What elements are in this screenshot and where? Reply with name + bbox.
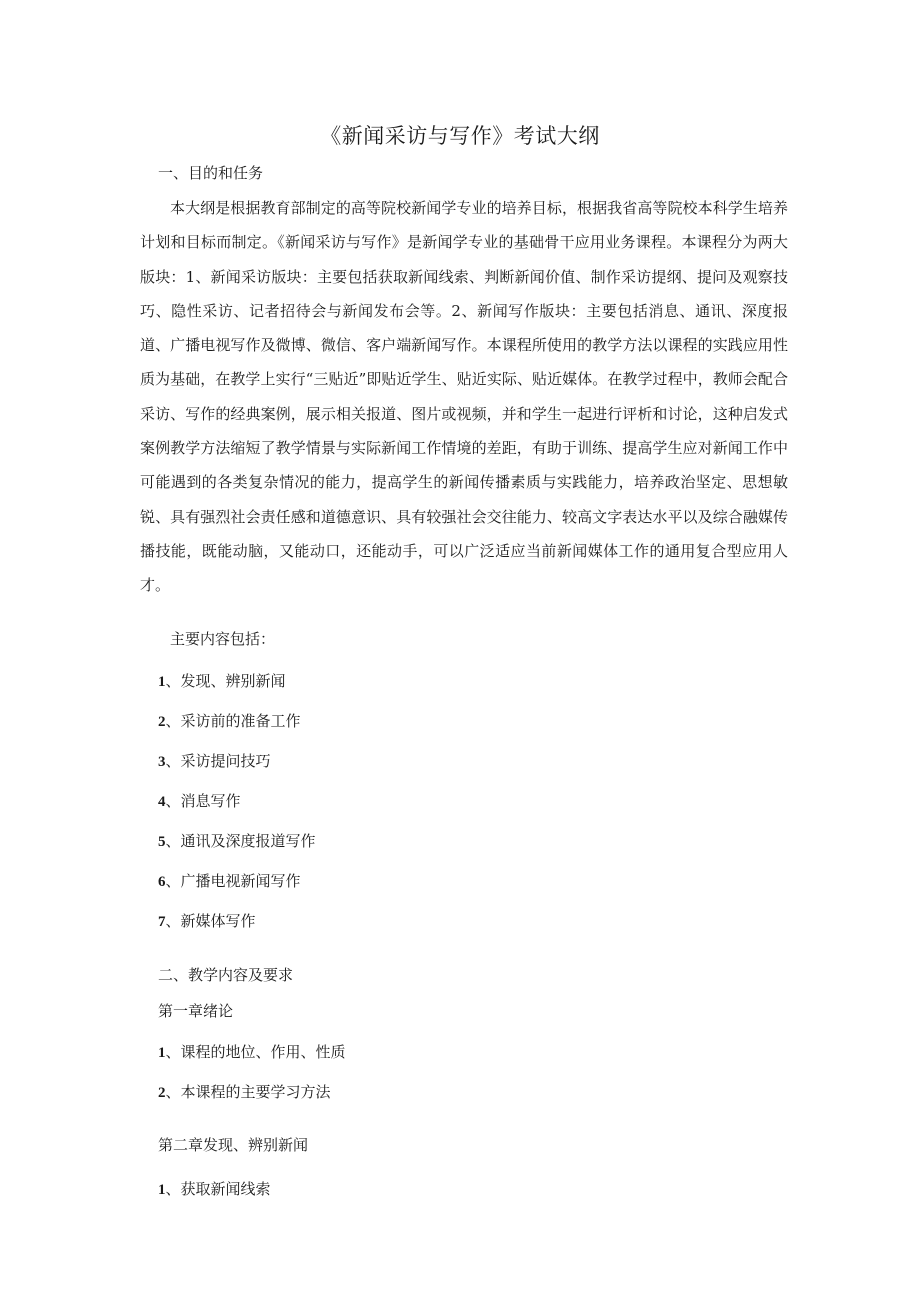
main-content-intro: 主要内容包括： bbox=[170, 630, 276, 648]
chapter-heading-1: 第一章绪论 bbox=[158, 1002, 234, 1020]
list-item: 7、新媒体写作 bbox=[158, 912, 256, 930]
list-item: 1、发现、辨别新闻 bbox=[158, 672, 286, 690]
list-item: 1、课程的地位、作用、性质 bbox=[158, 1043, 346, 1061]
list-item: 1、获取新闻线索 bbox=[158, 1180, 271, 1198]
list-item: 2、采访前的准备工作 bbox=[158, 712, 301, 730]
purpose-paragraph: 本大纲是根据教育部制定的高等院校新闻学专业的培养目标，根据我省高等院校本科学生培养计划和目标而制定。《新闻采访与写作》是新闻学专业的基础骨干应用业务课程。本课程分为两大版块：1、新闻采访版块：主要包括获取新闻线索、判断新闻价值、制作采访提纲、提问及观察技巧、隐性采访、记者招待会与新闻发布会等。2、新闻写作版块：主要包括消息、通讯、深度报道、广播电视写作及微博、微信、客户端新闻写作。本课程所使用的教学方法以课程的实践应用性质为基础，在教学上实行“三贴近”即贴近学生、贴近实际、贴近媒体。在教学过程中，教师会配合采访、写作的经典案例，展示相关报道、图片或视频，并和学生一起进行评析和讨论，这种启发式案例教学方法缩短了教学情景与实际新闻工作情境的差距，有助于训练、提高学生应对新闻工作中可能遇到的各类复杂情况的能力，提高学生的新闻传播素质与实践能力，培养政治坚定、思想敏锐、具有强烈社会责任感和道德意识、具有较强社会交往能力、较高文字表达水平以及综合融媒传播技能，既能动脑，又能动口，还能动手，可以广泛适应当前新闻媒体工作的通用复合型应用人才。 bbox=[140, 199, 788, 595]
list-item: 5、通讯及深度报道写作 bbox=[158, 832, 316, 850]
list-item: 4、消息写作 bbox=[158, 792, 241, 810]
list-item: 2、本课程的主要学习方法 bbox=[158, 1083, 331, 1101]
document-title: 《新闻采访与写作》考试大纲 bbox=[320, 124, 600, 148]
list-item: 3、采访提问技巧 bbox=[158, 752, 271, 770]
section-heading-purpose: 一、目的和任务 bbox=[158, 164, 264, 182]
chapter-heading-2: 第二章发现、辨别新闻 bbox=[158, 1136, 309, 1154]
list-item: 6、广播电视新闻写作 bbox=[158, 872, 301, 890]
section-heading-content: 二、教学内容及要求 bbox=[158, 966, 294, 984]
